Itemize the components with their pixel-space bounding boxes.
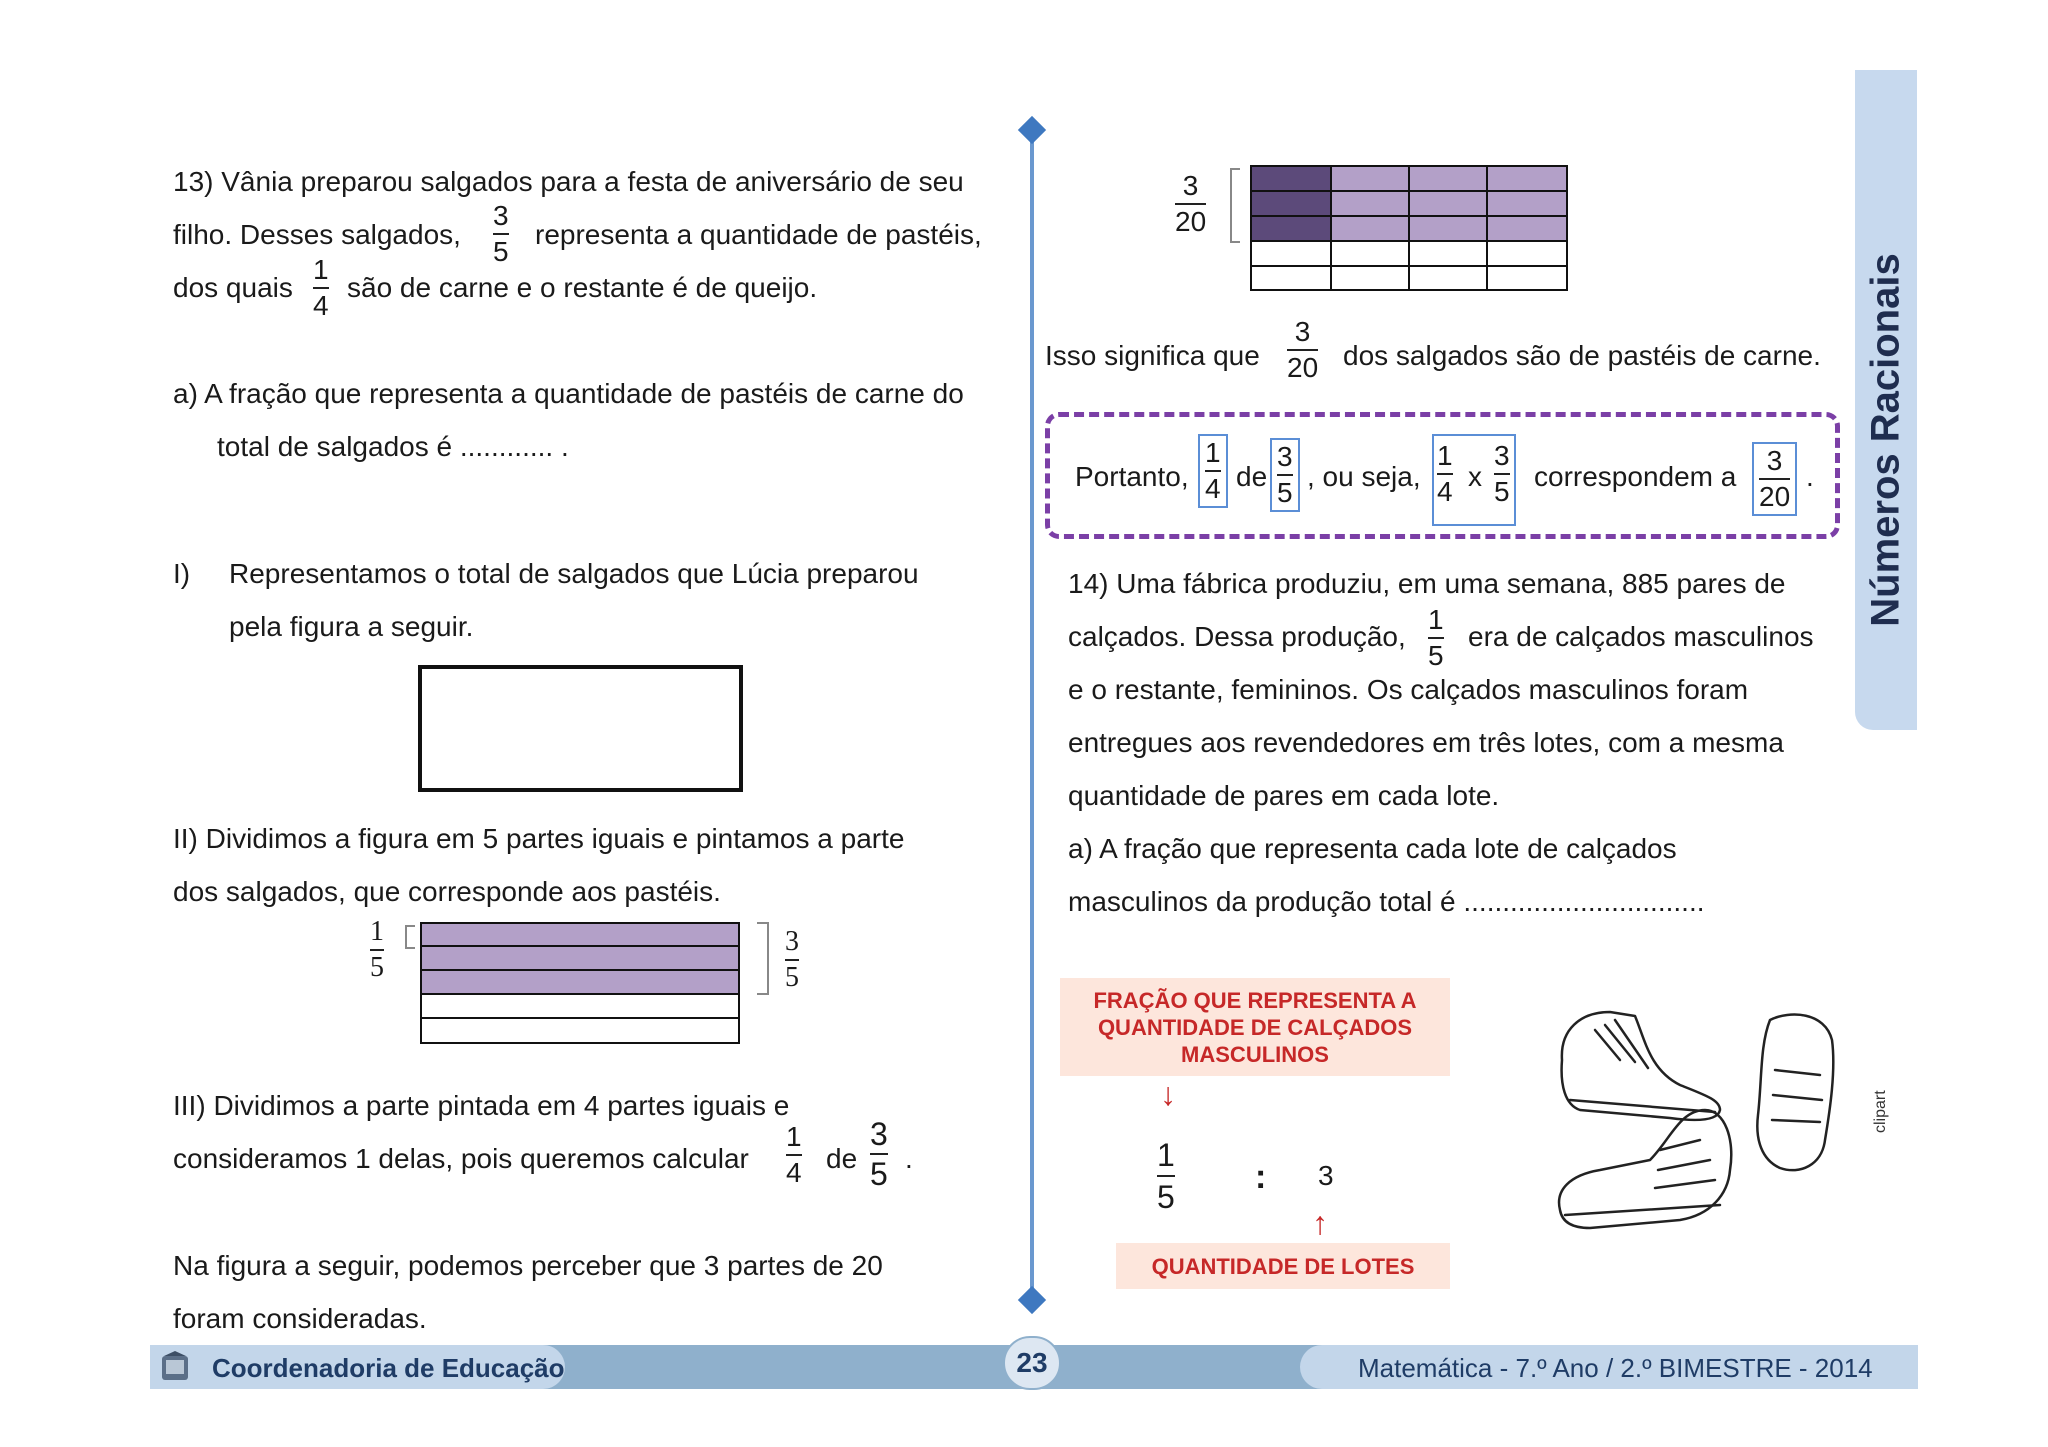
step3-frac-2: 3 5 (870, 1116, 888, 1192)
clipart-label: clipart (1872, 1090, 1889, 1133)
step2-line1: II) Dividimos a figura em 5 partes iguais e pintamos a parte (173, 823, 905, 854)
conclusion-ou-seja: , ou seja, (1307, 461, 1421, 492)
arrow-down-icon: ↓ (1160, 1076, 1176, 1112)
q13-line3a: dos quais (173, 272, 293, 303)
conclusion-frac-3: 1 4 (1437, 440, 1453, 507)
step1-line1: Representamos o total de salgados que Lúcia preparou (229, 558, 919, 589)
grid-cell (1408, 215, 1488, 242)
fig2-right-bracket (757, 922, 769, 995)
fig2-stripes (420, 922, 740, 1047)
conclusion-frac-1: 1 4 (1198, 434, 1228, 508)
fig3-grid (1250, 165, 1568, 291)
fig3-fraction: 3 20 (1175, 170, 1207, 237)
fig2-stripe-3 (420, 969, 740, 995)
fig2-right-fraction: 3 5 (785, 926, 799, 993)
step1-line2: pela figura a seguir. (229, 611, 474, 642)
q14-line2b: era de calçados masculinos (1468, 621, 1814, 652)
q14-fraction: 1 5 (1428, 604, 1444, 671)
grid-cell (1250, 240, 1332, 267)
step3-frac-1: 1 4 (786, 1121, 802, 1188)
footer-left-text: Coordenadoria de Educação (212, 1353, 565, 1383)
meaning-fraction: 3 20 (1287, 316, 1319, 383)
conclusion-de: de (1236, 461, 1268, 492)
arrow-up-icon: ↑ (1312, 1205, 1328, 1241)
callout-male-shoes-fraction: FRAÇÃO QUE REPRESENTA A QUANTIDADE DE CALÇADOS MASCULINOS (1060, 978, 1450, 1076)
q14-line3: e o restante, femininos. Os calçados masculinos foram (1068, 674, 1749, 705)
division-sign: : (1255, 1158, 1267, 1196)
side-tab-label: Números Racionais (1863, 253, 1908, 627)
fig3-bracket (1230, 168, 1240, 243)
q14-line1: 14) Uma fábrica produziu, em uma semana, 885 pares de (1068, 568, 1786, 599)
grid-cell (1250, 190, 1332, 217)
meaning-text-b: dos salgados são de pastéis de carne. (1343, 340, 1821, 371)
q13-line2a: filho. Desses salgados, (173, 219, 461, 250)
q13-a-line1: a) A fração que representa a quantidade de pastéis de carne do (173, 378, 964, 409)
grid-cell (1330, 265, 1410, 291)
grid-cell (1486, 215, 1568, 242)
step4-line2: foram consideradas. (173, 1303, 427, 1334)
step3-period: . (905, 1143, 913, 1174)
grid-cell (1408, 165, 1488, 192)
fig2-stripe-4 (420, 993, 740, 1019)
grid-cell (1486, 240, 1568, 267)
grid-cell (1330, 190, 1410, 217)
fig2-stripe-5 (420, 1017, 740, 1044)
q14-line5: quantidade de pares em cada lote. (1068, 780, 1500, 811)
conclusion-frac-5: 3 20 (1752, 442, 1797, 516)
step3-line2a: consideramos 1 delas, pois queremos calcular (173, 1143, 749, 1174)
division-value: 3 (1318, 1160, 1334, 1191)
grid-cell (1486, 190, 1568, 217)
grid-cell (1330, 165, 1410, 192)
footer-right-text: Matemática - 7.º Ano / 2.º BIMESTRE - 2014 (1358, 1353, 1873, 1383)
conclusion-period: . (1806, 461, 1814, 492)
q13-line3b: são de carne e o restante é de queijo. (347, 272, 818, 303)
column-divider (1030, 130, 1034, 1300)
q14-line2a: calçados. Dessa produção, (1068, 621, 1406, 652)
divider-top-diamond (1018, 116, 1046, 144)
grid-cell (1486, 265, 1568, 291)
grid-cell (1330, 240, 1410, 267)
grid-cell (1250, 265, 1332, 291)
conclusion-frac-2: 3 5 (1270, 438, 1300, 512)
q13-frac-carne: 1 4 (313, 254, 329, 321)
q13-frac-pasteis: 3 5 (493, 200, 509, 267)
step2-line2: dos salgados, que corresponde aos pastéis. (173, 876, 721, 907)
page-number: 23 (1003, 1336, 1061, 1390)
q13-a-line2: total de salgados é ............ . (217, 431, 569, 462)
q13-line2b: representa a quantidade de pastéis, (535, 219, 982, 250)
grid-cell (1250, 215, 1332, 242)
step3-line1: III) Dividimos a parte pintada em 4 partes iguais e (173, 1090, 790, 1121)
fig2-stripe-1 (420, 922, 740, 947)
fig2-left-bracket (405, 925, 415, 949)
conclusion-frac-4: 3 5 (1494, 440, 1510, 507)
grid-cell (1408, 240, 1488, 267)
step3-de: de (826, 1143, 858, 1174)
sneakers-illustration (1540, 1000, 1860, 1260)
step1-label: I) (173, 558, 191, 589)
q13-line1: 13) Vânia preparou salgados para a festa de aniversário de seu (173, 166, 964, 197)
coat-of-arms-icon (158, 1350, 192, 1384)
figure-total-rectangle (418, 665, 743, 792)
step4-line1: Na figura a seguir, podemos perceber que 3 partes de 20 (173, 1250, 883, 1281)
grid-cell (1250, 165, 1332, 192)
callout-lots-quantity: QUANTIDADE DE LOTES (1116, 1243, 1450, 1289)
q14-line4: entregues aos revendedores em três lotes, com a mesma (1068, 727, 1784, 758)
q14-a-line1: a) A fração que representa cada lote de calçados (1068, 833, 1677, 864)
conclusion-correspondem: correspondem a (1534, 461, 1737, 492)
grid-cell (1486, 165, 1568, 192)
grid-cell (1408, 190, 1488, 217)
grid-cell (1330, 215, 1410, 242)
grid-cell (1408, 265, 1488, 291)
meaning-text-a: Isso significa que (1045, 340, 1260, 371)
conclusion-times: x (1468, 461, 1482, 492)
division-fraction: 1 5 (1157, 1137, 1175, 1215)
conclusion-portanto: Portanto, (1075, 461, 1189, 492)
fig2-stripe-2 (420, 945, 740, 971)
fig2-left-fraction: 1 5 (370, 916, 384, 983)
divider-bottom-diamond (1018, 1286, 1046, 1314)
q14-a-line2: masculinos da produção total é ............................... (1068, 886, 1705, 917)
